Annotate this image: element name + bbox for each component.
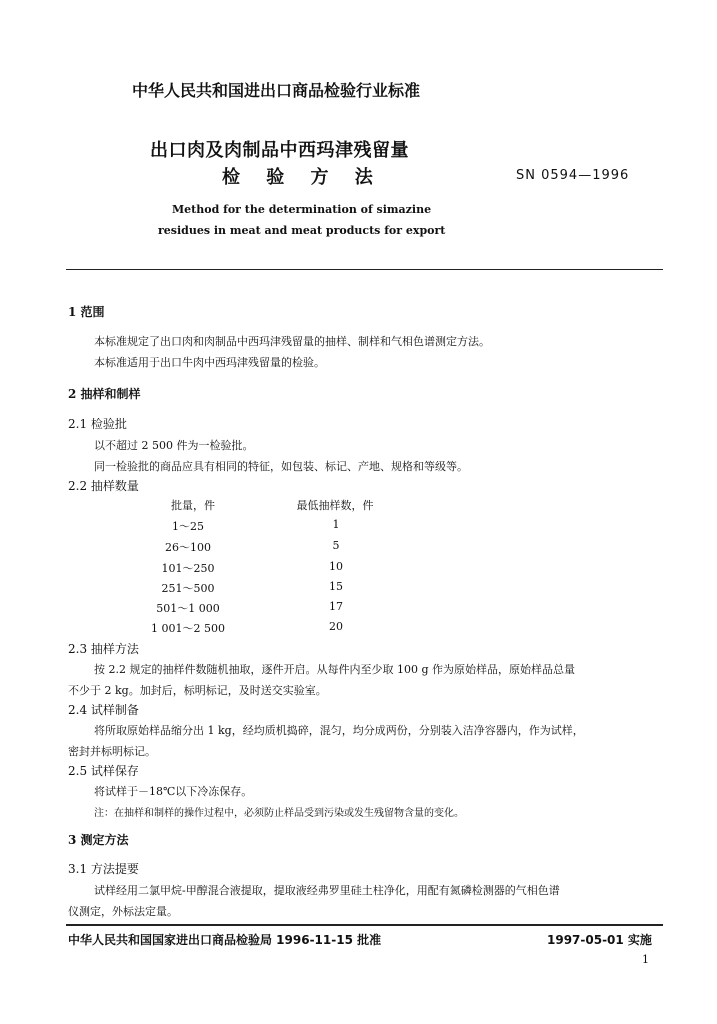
section-3-1-paragraph-line2: 仪测定，外标法定量。 xyxy=(68,905,178,918)
section-1-heading: 1 范围 xyxy=(68,305,105,319)
section-1-paragraph-2: 本标准适用于出口牛肉中西玛津残留量的检验。 xyxy=(94,356,325,369)
section-2-heading: 2 抽样和制样 xyxy=(68,387,141,401)
section-2-1-paragraph-1: 以不超过 2 500 件为一检验批。 xyxy=(94,439,254,452)
page-number: 1 xyxy=(642,953,649,966)
english-title-line1: Method for the determination of simazine xyxy=(172,203,432,216)
section-2-1-paragraph-2: 同一检验批的商品应具有相同的特征，如包装、标记、产地、规格和等级等。 xyxy=(94,460,468,473)
section-1-paragraph-1: 本标准规定了出口肉和肉制品中西玛津残留量的抽样、制样和气相色谱测定方法。 xyxy=(94,335,490,348)
section-2-1-heading: 2.1 检验批 xyxy=(68,417,127,431)
table-header-lot-size: 批量，件 xyxy=(171,499,215,512)
table-cell-min-samples: 1 xyxy=(332,518,340,531)
document-subtitle: 检 验 方 法 xyxy=(222,167,383,188)
section-2-3-paragraph-line2: 不少于 2 kg。加封后，标明标记，及时送交实验室。 xyxy=(68,684,327,697)
table-cell-lot-size: 251～500 xyxy=(161,582,215,595)
table-cell-lot-size: 501～1 000 xyxy=(156,602,220,615)
english-title-line2: residues in meat and meat products for export xyxy=(158,224,446,237)
implementation-date: 1997-05-01 实施 xyxy=(547,933,652,947)
standard-number: SN 0594—1996 xyxy=(516,168,630,183)
table-cell-lot-size: 1～25 xyxy=(172,520,204,533)
section-2-3-paragraph-line1: 按 2.2 规定的抽样件数随机抽取，逐件开启。从每件内至少取 100 g 作为原始样品，原始样品总量 xyxy=(94,663,576,676)
footer-divider xyxy=(66,924,663,926)
table-cell-lot-size: 26～100 xyxy=(165,541,211,554)
approval-line: 中华人民共和国国家进出口商品检验局 1996-11-15 批准 xyxy=(68,933,382,947)
table-cell-lot-size: 101～250 xyxy=(161,562,215,575)
table-cell-min-samples: 15 xyxy=(329,580,343,593)
section-2-5-paragraph: 将试样于－18℃以下冷冻保存。 xyxy=(94,785,253,798)
table-cell-min-samples: 10 xyxy=(329,560,343,573)
section-2-5-note: 注：在抽样和制样的操作过程中，必须防止样品受到污染或发生残留物含量的变化。 xyxy=(94,808,464,819)
section-2-4-heading: 2.4 试样制备 xyxy=(68,703,139,717)
header-divider xyxy=(66,269,663,270)
section-2-4-paragraph-line2: 密封并标明标记。 xyxy=(68,745,156,758)
table-header-min-samples: 最低抽样数，件 xyxy=(296,499,374,512)
table-cell-min-samples: 17 xyxy=(329,600,343,613)
table-cell-min-samples: 20 xyxy=(329,620,343,633)
issuing-agency: 中华人民共和国进出口商品检验行业标准 xyxy=(132,81,421,100)
document-title: 出口肉及肉制品中西玛津残留量 xyxy=(150,140,409,161)
section-2-3-heading: 2.3 抽样方法 xyxy=(68,642,139,656)
section-3-heading: 3 测定方法 xyxy=(68,833,129,847)
section-2-5-heading: 2.5 试样保存 xyxy=(68,764,139,778)
table-cell-min-samples: 5 xyxy=(332,539,340,552)
section-2-2-heading: 2.2 抽样数量 xyxy=(68,479,139,493)
table-cell-lot-size: 1 001～2 500 xyxy=(151,622,225,635)
section-2-4-paragraph-line1: 将所取原始样品缩分出 1 kg，经均质机捣碎，混匀，均分成两份，分别装入洁净容器内，作为试样， xyxy=(94,724,584,737)
section-3-1-paragraph-line1: 试样经用二氯甲烷-甲醇混合液提取，提取液经弗罗里硅土柱净化，用配有氮磷检测器的气相色谱 xyxy=(94,884,560,897)
section-3-1-heading: 3.1 方法提要 xyxy=(68,862,139,876)
